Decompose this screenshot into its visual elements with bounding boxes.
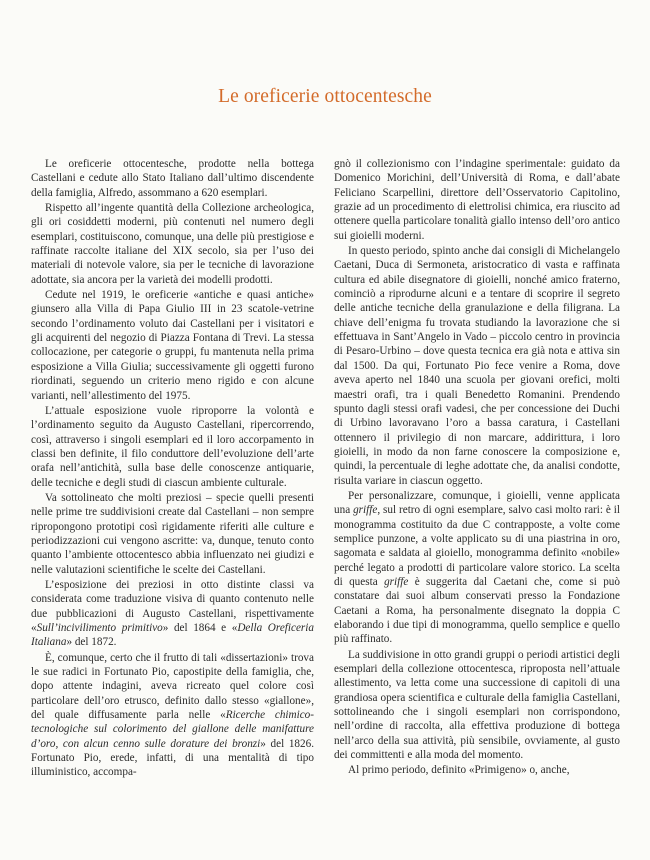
text-run: » del 1872. xyxy=(66,636,117,649)
text-run: » del 1826. Fortunato Pio, erede, infatti, di una mentalità di tipo illuministico, accompa- xyxy=(31,737,315,779)
text-run: è suggerita dal Caetani che, come si può constatare dai suoi album conservati presso la Fondazione Caetani a Roma, ha personalmente disegnato la doppia C elaborando i due tipi di monogramma, quello semplice e quello più raffinato. xyxy=(334,575,620,646)
text-run: È, comunque, certo che il frutto di tali «dissertazioni» trova le sue radici in Fortunato Pio, capostipite della famiglia, che, dopo attente indagini, aveva ricreato quel colore così particolare dell’oro etrusco, definito dallo stesso «giallone», del quale diffusamente parla nelle « xyxy=(31,651,314,722)
paragraph xyxy=(31,288,314,403)
paragraph xyxy=(31,578,314,650)
italic-title: griffe xyxy=(384,575,409,588)
text-run: gnò il collezionismo con l’indagine sperimentale: guidato da Domenico Morichini, dell’Università di Roma, e dall’abate Feliciano Scarpellini, direttore dell’Osservatorio Capitolino, grazie ad un procedimento di elettrolisi chimica, era riuscito ad ottenere quella particolare tonalità giallo intenso dell’oro antico sui gioielli moderni. xyxy=(334,158,620,242)
text-column-left xyxy=(31,157,314,781)
italic-title: griffe xyxy=(353,504,378,517)
text-run: , sul retro di ogni esemplare, salvo casi molto rari: è il monogramma costituito da due C contrapposte, a volte come semplice punzone, a volte applicato su di una piastrina in oro, sagomata e saldata al gioiello, monogramma definito «nobile» perché legato a prodotti di particolare valore storico. La scelta di questa xyxy=(334,504,621,588)
paragraph xyxy=(31,651,314,780)
paragraph xyxy=(31,491,314,577)
text-column-right xyxy=(334,157,620,779)
paragraph xyxy=(31,404,314,490)
text-run: » del 1864 e « xyxy=(162,622,238,634)
paragraph xyxy=(334,763,620,777)
italic-title: Della Oreficeria Italiana xyxy=(31,622,314,649)
text-run: In questo periodo, spinto anche dai consigli di Michelangelo Caetani, Duca di Sermoneta, aristocratico di vasta e raffinata cultura ed abile disegnatore di gioielli, nonché amico fraterno, cominciò a riprodurne alcuni e a tentare di scoprire il segreto delle antiche tecniche della granulazione e della filigrana. La chiave dell’enigma fu trovata studiando la lavorazione che si effettuava in Sant’Angelo in Vado – piccolo centro in provincia di Pesaro-Urbino – dove questa tecnica era già nota e attiva sin dal 1500. Da qui, Fortunato Pio fece venire a Roma, dove aveva aperto nel 1840 una scuola per giovani orefici, molti maestri orafi, tra i quali Benedetto Romanini. Prendendo spunto dagli stessi orafi vadesi, che per concessione dei Duchi di Urbino lavoravano l’oro a bassa caratura, i Castellani ottennero il privilegio di non marcare, addirittura, i loro gioielli, in modo da non farne conoscere la composizione e, quindi, la percentuale di leghe adottate che, da analisi condotte, risulta variare in ciascun oggetto. xyxy=(334,245,620,487)
page-title: Le oreficerie ottocentesche xyxy=(218,86,432,107)
text-run: Cedute nel 1919, le oreficerie «antiche e quasi antiche» giunsero alla Villa di Papa Giulio III in 23 scatole-vetrine secondo l’ordinamento voluto dai Castellani per i visitatori e gli acquirenti del negozio di Piazza Fontana di Trevi. La stessa collocazione, per categorie o gruppi, fu mantenuta nella prima esposizione a Villa Giulia; successivamente gli oggetti furono riordinati, seguendo un criterio meno rigido e con alcune varianti, nell’allestimento del 1975. xyxy=(31,289,314,402)
paragraph xyxy=(31,157,314,200)
paragraph xyxy=(334,489,620,647)
italic-title: Sull’incivilimento primitivo xyxy=(36,622,163,634)
text-run: La suddivisione in otto grandi gruppi o periodi artistici degli esemplari della collezione ottocentesca, riproposta nell’attuale allestimento, va letta come una successione di capitoli di una grandiosa opera scientifica e culturale della famiglia Castellani, sottolineando che i singoli esemplari non corrispondono, nell’ordine di raccolta, alla effettiva produzione di bottega nell’arco della sua attività, più sensibile, ovviamente, al gusto dei committenti e alla moda del momento. xyxy=(334,648,620,762)
text-run: Le oreficerie ottocentesche, prodotte nella bottega Castellani e cedute allo Stato Italiano dall’ultimo discendente della famiglia, Alfredo, assommano a 620 esemplari. xyxy=(31,158,314,199)
text-run: Rispetto all’ingente quantità della Collezione archeologica, gli ori cosiddetti moderni, più contenuti nel numero degli esemplari, costituiscono, comunque, una delle più prestigiose e raffinate raccolte italiane del XIX secolo, sia per l’uso dei materiali di notevole valore, sia per le tecniche di lavorazione adottate, sia ancora per la varietà dei modelli prodotti. xyxy=(31,202,314,286)
text-run: Va sottolineato che molti preziosi – specie quelli presenti nelle prime tre suddivisioni create dal Castellani – non sempre ripropongono prototipi così rigidamente riferiti alle culture e periodizzazioni cui vengono ascritte: va, dunque, tenuto conto quanto l’ambiente ottocentesco abbia influenzato nei giudizi e nelle valutazioni scientifiche le scelte dei Castellani. xyxy=(31,491,314,576)
paragraph xyxy=(334,157,620,243)
text-run: L’esposizione dei preziosi in otto distinte classi va considerata come traduzione visiva di quanto contenuto nelle due pubblicazioni di Augusto Castellani, rispettivamente « xyxy=(31,578,314,634)
italic-title: Ricerche chimico-tecnologiche sul colorimento del giallone delle manifatture d’oro, con alcun cenno sulle dorature dei bronzi xyxy=(31,709,314,750)
paragraph xyxy=(334,244,620,488)
text-run: Per personalizzare, comunque, i gioielli, venne applicata una xyxy=(334,489,620,517)
paragraph xyxy=(31,201,314,287)
text-run: Al primo periodo, definito «Primigeno» o, anche, xyxy=(348,764,570,777)
text-run: L’attuale esposizione vuole riproporre la volontà e l’ordinamento seguito da Augusto Castellani, ripercorrendo, così, attraverso i singoli esemplari ed il loro accorpamento in classi ben definite, il filo conduttore dell’evoluzione dell’arte orafa nell’antichità, sulla base delle conoscenze antiquarie, delle tecniche e degli studi di ciascun ambiente culturale. xyxy=(31,404,314,489)
paragraph xyxy=(334,648,620,763)
